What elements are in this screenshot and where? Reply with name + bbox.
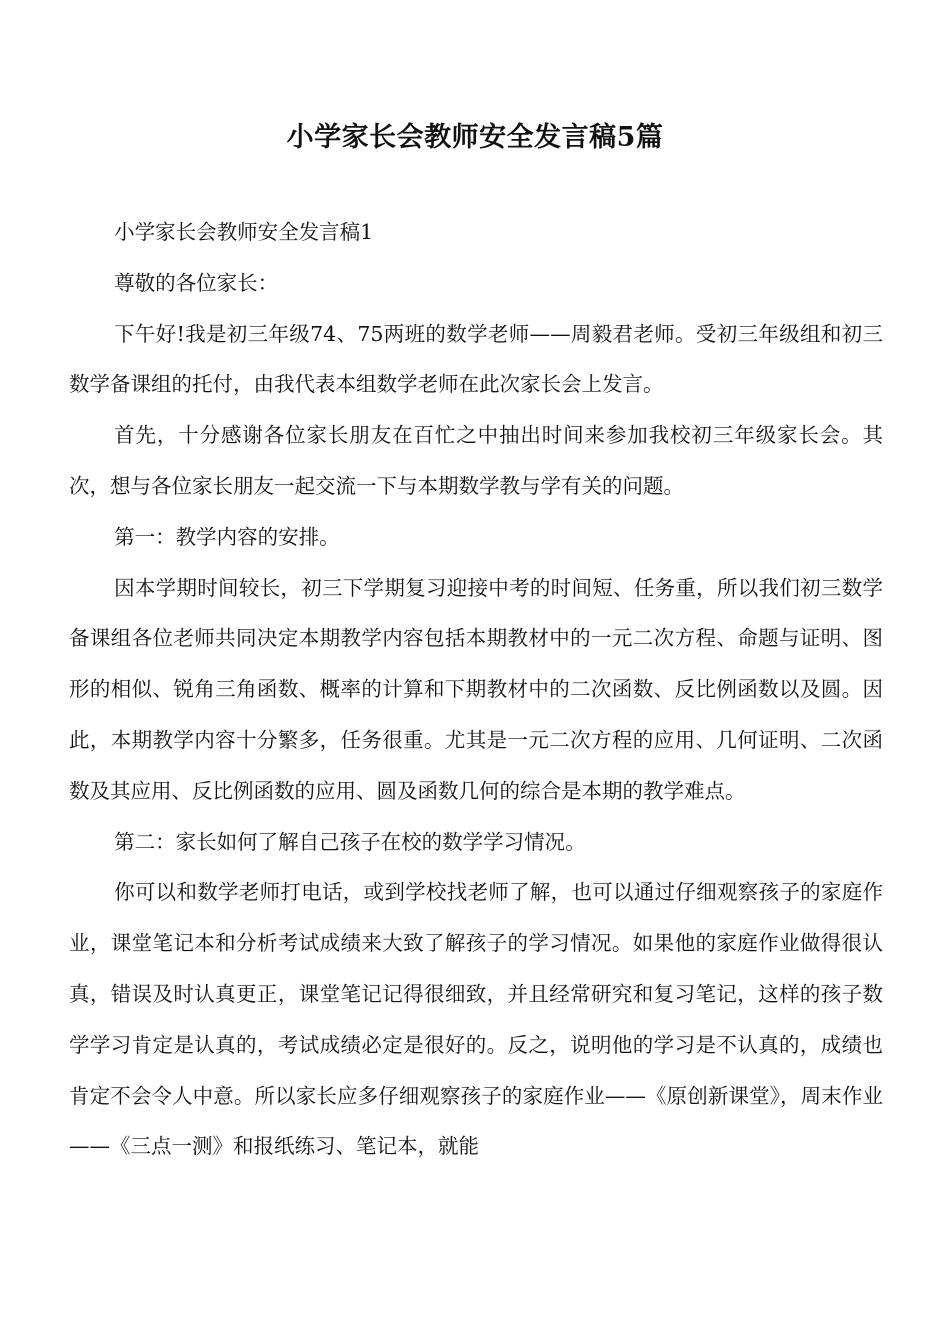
subheading: 第二：家长如何了解自己孩子在校的数学学习情况。	[114, 829, 586, 854]
document-body	[69, 207, 883, 1172]
subheading: 第一：教学内容的安排。	[114, 524, 340, 549]
section-heading: 小学家长会教师安全发言稿1	[114, 220, 374, 244]
paragraph: 首先，十分感谢各位家长朋友在百忙之中抽出时间来参加我校初三年级家长会。其次，想与各位家长朋友一起交流一下与本期数学教与学有关的问题。	[69, 423, 883, 498]
salutation: 尊敬的各位家长：	[114, 270, 279, 295]
paragraph: 因本学期时间较长，初三下学期复习迎接中考的时间短、任务重，所以我们初三数学备课组各位老师共同决定本期教学内容包括本期教材中的一元二次方程、命题与证明、图形的相似、锐角三角函数、概率的计算和下期教材中的二次函数、反比例函数以及圆。因此，本期教学内容十分繁多，任务很重。尤其是一元二次方程的应用、几何证明、二次函数及其应用、反比例函数的应用、圆及函数几何的综合是本期的教学难点。	[69, 575, 883, 803]
paragraph: 下午好!我是初三年级74、75两班的数学老师——周毅君老师。受初三年级组和初三数学备课组的托付，由我代表本组数学老师在此次家长会上发言。	[69, 321, 883, 397]
paragraph: 你可以和数学老师打电话，或到学校找老师了解，也可以通过仔细观察孩子的家庭作业，课堂笔记本和分析考试成绩来大致了解孩子的学习情况。如果他的家庭作业做得很认真，错误及时认真更正，课堂笔记记得很细致，并且经常研究和复习笔记，这样的孩子数学学习肯定是认真的，考试成绩必定是很好的。反之，说明他的学习是不认真的，成绩也肯定不会令人中意。所以家长应多仔细观察孩子的家庭作业——《原创新课堂》，周末作业——《三点一测》和报纸练习、笔记本，就能	[69, 880, 883, 1159]
document-title: 小学家长会教师安全发言稿5篇	[286, 122, 664, 154]
